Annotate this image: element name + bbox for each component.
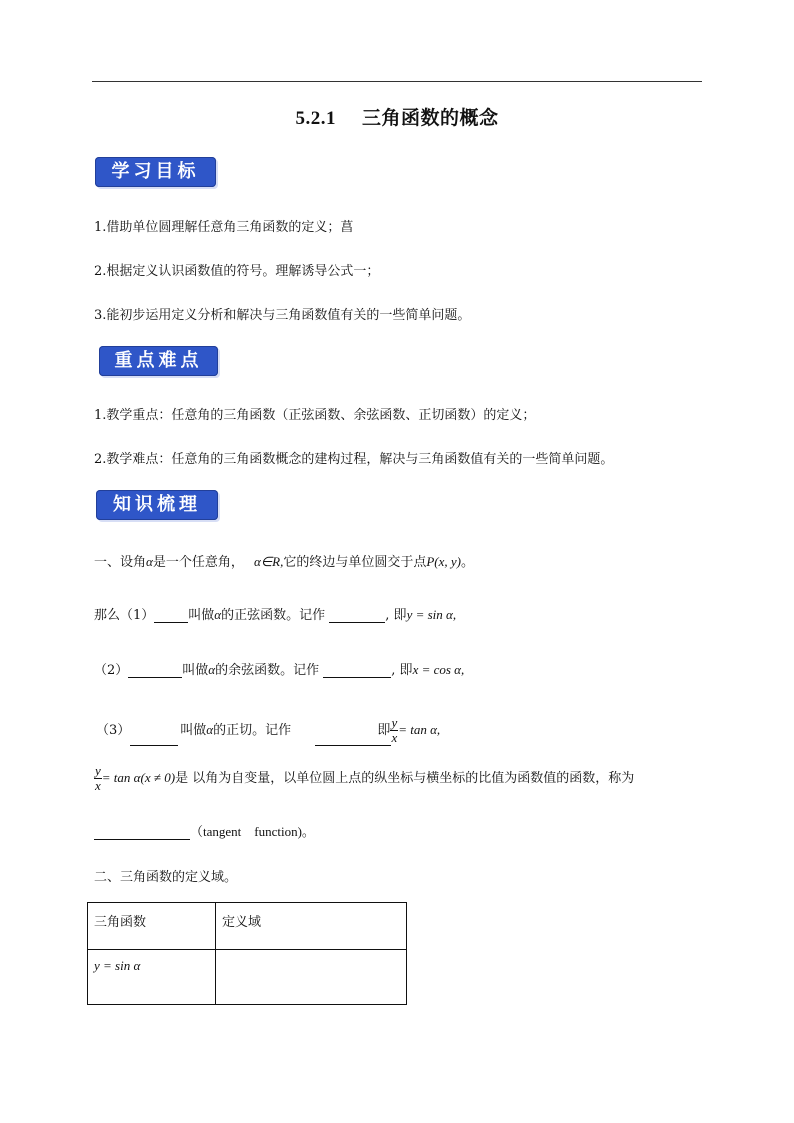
tan-blank-1[interactable] [130, 745, 178, 746]
cos-equation: x = cos α, [412, 662, 465, 677]
section1-intro [94, 551, 474, 570]
tan-term-blank[interactable] [94, 827, 190, 840]
point-p: P(x, y) [426, 554, 461, 569]
tan-equation: = tan α, [398, 722, 441, 737]
fraction-numerator: y [95, 763, 101, 778]
table-header-cell: 定义域 [216, 903, 407, 950]
y-over-x-fraction [94, 764, 102, 793]
tangent-function-term-line [94, 821, 315, 840]
intro-text-b: 是一个任意角， [152, 555, 244, 570]
objective-1: 1.借助单位圆理解任意角三角函数的定义；菖 [94, 220, 354, 235]
cos-mid: 叫做 [182, 663, 209, 678]
badge-learning-objectives: 学习目标 [95, 157, 216, 187]
tan-mid: 叫做 [180, 723, 207, 738]
tangent-definition-line [96, 716, 440, 745]
key-point-2: 2.教学难点：任意角的三角函数概念的建构过程，解决与三角函数值有关的一些简单问题。 [94, 452, 614, 467]
section-title: 三角函数的概念 [361, 107, 499, 129]
header-rule [92, 81, 702, 82]
cos-prefix: （2） [94, 663, 129, 678]
objective-2: 2.根据定义认识函数值的符号。理解诱导公式一； [94, 264, 380, 279]
tan-name: 的正切。记作 [213, 723, 292, 738]
intro-end: 。 [461, 555, 475, 570]
section-number: 5.2.1 [295, 108, 336, 129]
badge-knowledge-review: 知识梳理 [96, 490, 218, 520]
table-row [88, 950, 407, 1005]
cosine-definition-line: （2） 叫做α的余弦函数。记作 , 即x = cos α, [94, 662, 465, 678]
tan-blank-2[interactable] [315, 745, 391, 746]
fraction-denominator: x [391, 730, 398, 745]
sine-equation: y = sin α, [406, 607, 457, 622]
table-cell: y = sin α [88, 950, 216, 1005]
fraction-denominator: x [95, 778, 101, 793]
domain-table [87, 902, 407, 1005]
tangent-function-definition [94, 764, 634, 793]
tan-eq-prefix: 即 [377, 723, 391, 738]
badge-key-points: 重点难点 [99, 346, 218, 376]
alpha-symbol: α [208, 662, 216, 677]
alpha-symbol: α [206, 722, 214, 737]
tan-def-formula: = tan α(x ≠ 0) [101, 770, 176, 785]
sine-definition-line: 那么（1） 叫做α的正弦函数。记作 , 即y = sin α, [94, 607, 457, 623]
alpha-in-r: α∈R, [254, 554, 284, 569]
table-header-cell: 三角函数 [88, 903, 216, 950]
tangent-english: （tangent function)。 [190, 824, 315, 839]
sine-blank-2[interactable] [329, 610, 385, 623]
intro-text-a: 一、设角 [94, 555, 147, 570]
sine-mid: 叫做 [188, 608, 215, 623]
sine-blank-1[interactable] [154, 610, 188, 623]
table-cell[interactable] [216, 950, 407, 1005]
tan-prefix: （3） [96, 723, 131, 738]
sine-eq-prefix: 即 [393, 608, 407, 623]
alpha-symbol: α [146, 554, 153, 569]
table-header-row [88, 903, 407, 950]
cos-blank-2[interactable] [323, 665, 391, 678]
cos-name: 的余弦函数。记作 [215, 663, 320, 678]
key-point-1: 1.教学重点：任意角的三角函数（正弦函数、余弦函数、正切函数）的定义； [94, 408, 536, 423]
objective-3: 3.能初步运用定义分析和解决与三角函数值有关的一些简单问题。 [94, 308, 471, 323]
fraction-numerator: y [391, 715, 398, 730]
sine-prefix: 那么（1） [94, 608, 155, 623]
sine-name: 的正弦函数。记作 [221, 608, 326, 623]
section2-heading: 二、三角函数的定义域。 [94, 870, 238, 885]
cos-blank-1[interactable] [128, 665, 182, 678]
cos-eq-prefix: 即 [399, 663, 413, 678]
intro-text-c: 它的终边与单位圆交于点 [283, 555, 427, 570]
page-title [0, 103, 794, 130]
alpha-symbol: α [214, 607, 222, 622]
tan-def-text: 是 以角为自变量，以单位圆上点的纵坐标与横坐标的比值为函数值的函数，称为 [175, 771, 635, 786]
